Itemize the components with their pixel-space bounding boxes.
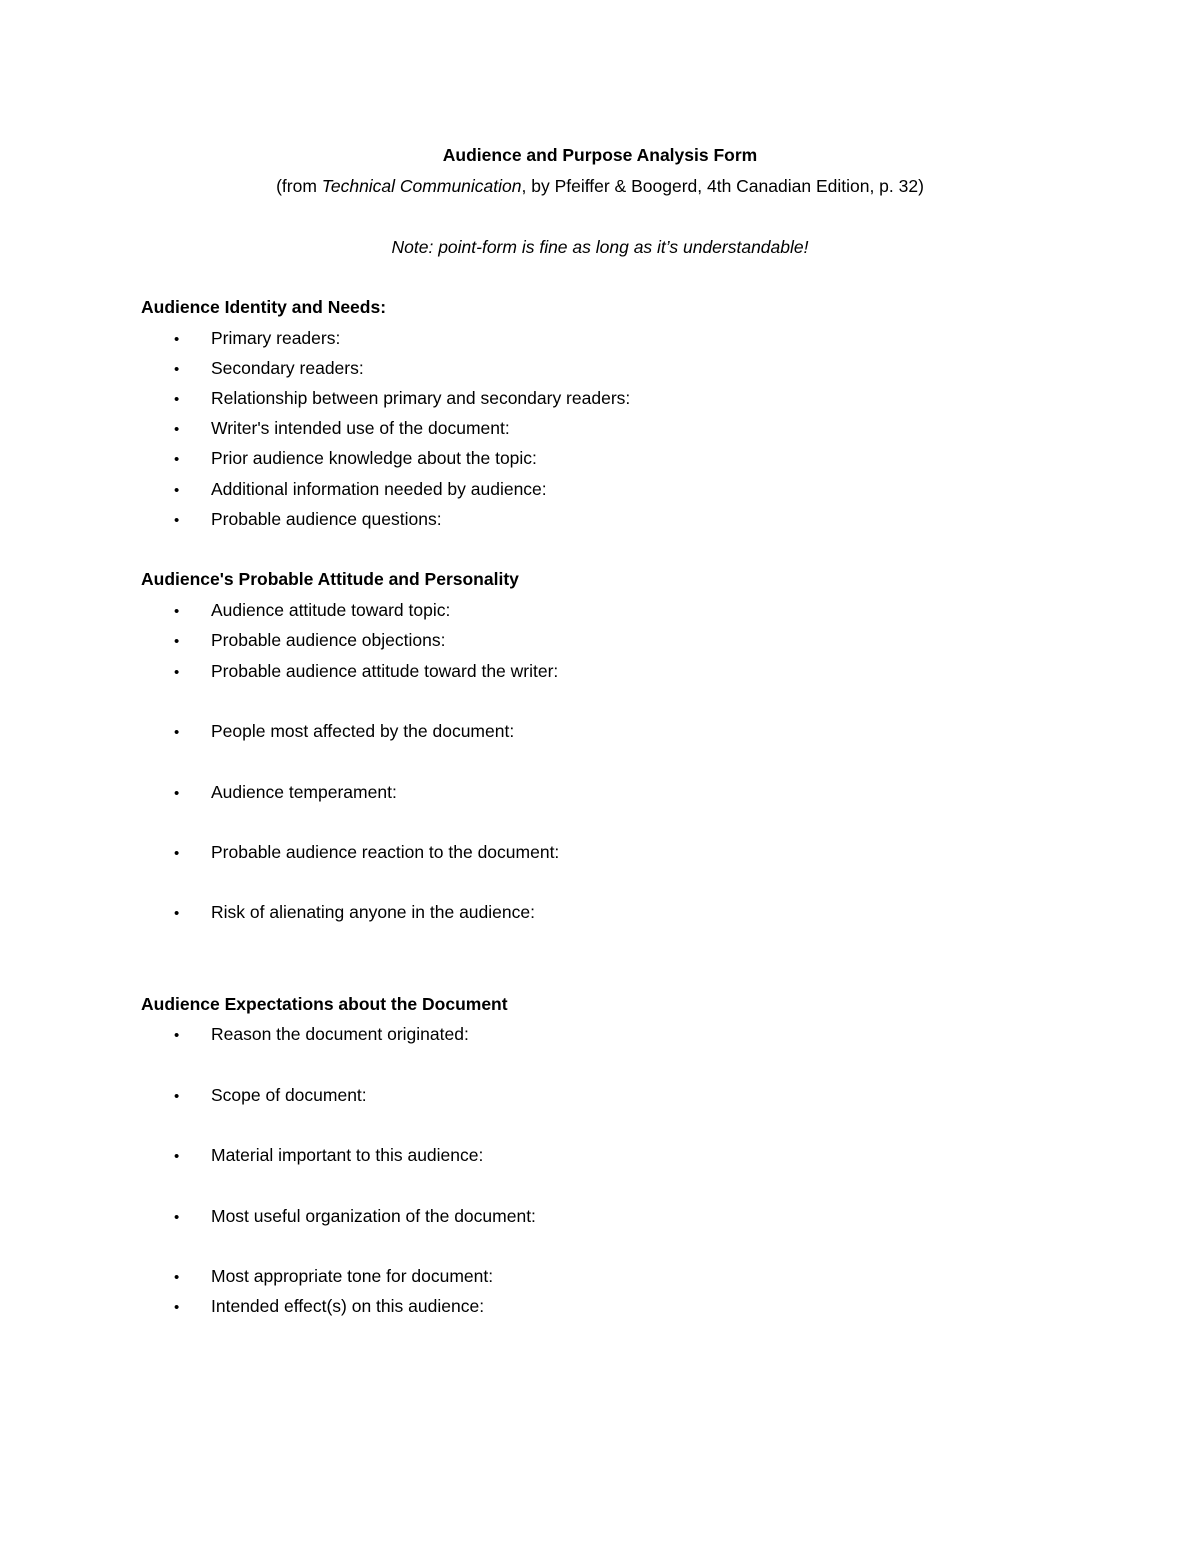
list-item [174,780,397,806]
citation-suffix: , by Pfeiffer & Boogerd, 4th Canadian Edition, p. 32) [521,176,924,196]
bullet-icon: • [174,1299,180,1316]
list-item [174,1143,483,1169]
bullet-icon: • [174,482,180,499]
list-item-label: Probable audience attitude toward the writer: [211,661,559,681]
bullet-icon: • [174,451,180,468]
list-item-label: Probable audience reaction to the document: [211,842,560,862]
book-title: Technical Communication [321,176,522,196]
section-heading-audience-expectations: Audience Expectations about the Document [141,994,508,1014]
section-heading-audience-identity: Audience Identity and Needs: [141,297,387,317]
bullet-icon: • [174,664,180,681]
list-item [174,507,442,533]
list-item [174,386,630,412]
list-item [174,326,340,352]
list-item [174,1294,484,1320]
list-item [174,446,537,472]
list-item [174,1022,469,1048]
page-title: Audience and Purpose Analysis Form [442,145,758,165]
bullet-icon: • [174,785,180,802]
list-item-label: People most affected by the document: [211,721,515,741]
list-item [174,659,558,685]
list-item-label: Audience temperament: [211,782,397,802]
source-citation [0,174,1200,198]
bullet-icon: • [174,391,180,408]
bullet-icon: • [174,421,180,438]
list-item [174,598,450,624]
section-heading-audience-attitude: Audience's Probable Attitude and Personality [141,569,519,589]
bullet-icon: • [174,724,180,741]
list-item-label: Writer's intended use of the document: [211,418,510,438]
bullet-icon: • [174,905,180,922]
list-item-label: Scope of document: [211,1085,367,1105]
bullet-icon: • [174,512,180,529]
list-item [174,719,514,745]
list-item-label: Prior audience knowledge about the topic: [211,448,537,468]
list-item [174,477,547,503]
bullet-icon: • [174,633,180,650]
bullet-icon: • [174,361,180,378]
list-item-label: Most appropriate tone for document: [211,1266,494,1286]
list-item-label: Secondary readers: [211,358,364,378]
bullet-icon: • [174,331,180,348]
bullet-icon: • [174,1027,180,1044]
list-item [174,900,535,926]
bullet-icon: • [174,1148,180,1165]
list-item-label: Material important to this audience: [211,1145,484,1165]
list-item-label: Risk of alienating anyone in the audience: [211,902,535,922]
list-item-label: Relationship between primary and secondary readers: [211,388,631,408]
list-item-label: Primary readers: [211,328,341,348]
list-item-label: Probable audience objections: [211,630,446,650]
bullet-icon: • [174,1269,180,1286]
list-item [174,628,445,654]
bullet-icon: • [174,603,180,620]
list-item-label: Reason the document originated: [211,1024,469,1044]
bullet-icon: • [174,845,180,862]
citation-prefix: (from [276,176,322,196]
instruction-note: Note: point-form is fine as long as it’s understandable! [391,237,809,257]
list-item [174,1264,493,1290]
list-item-label: Most useful organization of the document: [211,1206,536,1226]
list-item-label: Probable audience questions: [211,509,442,529]
list-item-label: Additional information needed by audience: [211,479,547,499]
list-item [174,840,559,866]
list-item [174,1083,367,1109]
list-item [174,1204,536,1230]
bullet-icon: • [174,1088,180,1105]
list-item [174,416,510,442]
list-item [174,356,364,382]
list-item-label: Intended effect(s) on this audience: [211,1296,485,1316]
list-item-label: Audience attitude toward topic: [211,600,451,620]
bullet-icon: • [174,1209,180,1226]
